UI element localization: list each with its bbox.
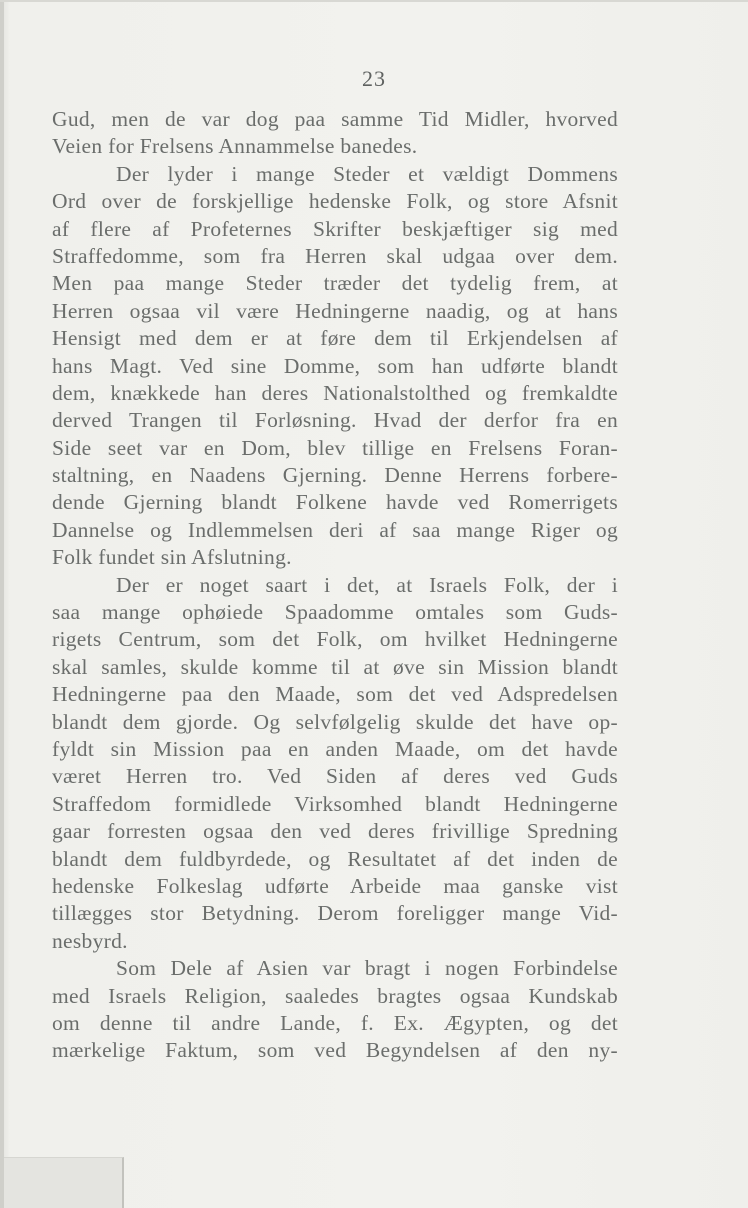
text-line: Straffedomme, som fra Herren skal udgaa over dem. bbox=[52, 243, 618, 268]
text-line: blandt dem gjorde. Og selvfølgelig skulde det have op- bbox=[52, 709, 618, 734]
text-line: blandt dem fuldbyrdede, og Resultatet af det inden de bbox=[52, 846, 618, 871]
text-line: Men paa mange Steder træder det tydelig frem, at bbox=[52, 271, 618, 296]
text-line: med Israels Religion, saaledes bragtes ogsaa Kundskab bbox=[52, 983, 618, 1008]
text-line: Folk fundet sin Afslutning. bbox=[52, 545, 292, 570]
text-line: af flere af Profeternes Skrifter beskjæftiger sig med bbox=[52, 216, 618, 241]
text-line: staltning, en Naadens Gjerning. Denne Herrens forbere- bbox=[52, 463, 618, 488]
text-line: saa mange ophøiede Spaadomme omtales som Guds- bbox=[52, 600, 618, 625]
text-line: Herren ogsaa vil være Hedningerne naadig, og at hans bbox=[52, 298, 618, 323]
text-line: Side seet var en Dom, blev tillige en Frelsens Foran- bbox=[52, 435, 618, 460]
text-line: tillægges stor Betydning. Derom foreligger mange Vid- bbox=[52, 901, 618, 926]
text-line: Hedningerne paa den Maade, som det ved Adspredelsen bbox=[52, 682, 618, 707]
text-line: Som Dele af Asien var bragt i nogen Forbindelse bbox=[116, 956, 618, 981]
text-line: været Herren tro. Ved Siden af deres ved Guds bbox=[52, 764, 618, 789]
body-text bbox=[52, 106, 618, 1065]
text-line: Straffedom formidlede Virksomhed blandt Hedningerne bbox=[52, 791, 618, 816]
text-line: mærkelige Faktum, som ved Begyndelsen af den ny- bbox=[52, 1038, 618, 1063]
text-line: rigets Centrum, som det Folk, om hvilket Hedningerne bbox=[52, 627, 618, 652]
text-line: derved Trangen til Forløsning. Hvad der derfor fra en bbox=[52, 408, 618, 433]
text-line: dem, knækkede han deres Nationalstolthed og fremkaldte bbox=[52, 380, 618, 405]
text-line: Hensigt med dem er at føre dem til Erkjendelsen af bbox=[52, 326, 618, 351]
text-line: Gud, men de var dog paa samme Tid Midler, hvorved bbox=[52, 107, 618, 131]
page-top-edge bbox=[0, 0, 748, 2]
text-line: hans Magt. Ved sine Domme, som han udførte blandt bbox=[52, 353, 618, 378]
text-line: om denne til andre Lande, f. Ex. Ægypten, og det bbox=[52, 1010, 618, 1035]
text-line: skal samles, skulde komme til at øve sin Mission blandt bbox=[52, 654, 618, 679]
text-line: hedenske Folkeslag udførte Arbeide maa ganske vist bbox=[52, 873, 618, 898]
text-line: gaar forresten ogsaa den ved deres frivillige Spredning bbox=[52, 819, 618, 844]
text-line: Der er noget saart i det, at Israels Folk, der i bbox=[116, 572, 618, 597]
page-number: 23 bbox=[362, 66, 386, 91]
text-line: nesbyrd. bbox=[52, 928, 128, 953]
text-line: dende Gjerning blandt Folkene havde ved Romerrigets bbox=[52, 490, 618, 515]
text-line: Dannelse og Indlemmelsen deri af saa mange Riger og bbox=[52, 517, 618, 542]
text-line: Der lyder i mange Steder et vældigt Dommens bbox=[116, 161, 618, 186]
text-line: fyldt sin Mission paa en anden Maade, om det havde bbox=[52, 736, 618, 761]
text-line: Ord over de forskjellige hedenske Folk, og store Afsnit bbox=[52, 189, 618, 214]
text-line: Veien for Frelsens Annammelse banedes. bbox=[52, 134, 418, 159]
page-corner-fold bbox=[4, 1157, 124, 1208]
page-binding-edge bbox=[0, 0, 4, 1208]
